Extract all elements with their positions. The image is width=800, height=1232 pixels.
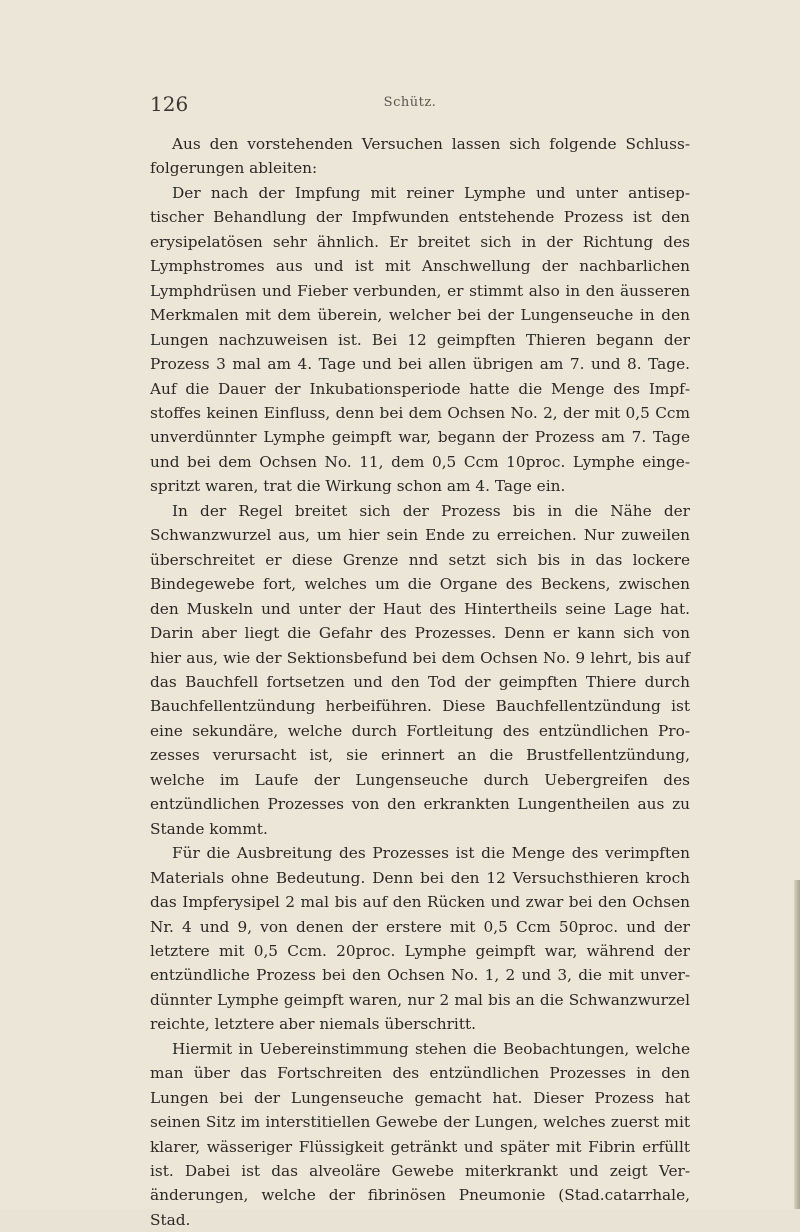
paragraph: Aus den vorstehenden Versuchen lassen sich folgende Schlussfolgerungen ableiten: [150, 135, 690, 178]
page-number: 126 [150, 92, 189, 116]
paragraph: Hiermit in Uebereinstimmung stehen die Beobachtungen, welche man über das Fortschreiten des entzündlichen Prozesses in den Lungen bei der Lungenseuche gemacht hat. Dieser Prozess hat seinen Sitz im interstitiellen Gewebe der Lungen, welches zuerst mit klarer, wässeriger Flüssigkeit getränkt und später mit Fibrin erfüllt ist. Dabei ist das alveoläre Gewebe miterkrankt und zeigt Veränderungen, welche der fibrinösen Pneumonie (Stad.catarrhale, Stad. [150, 1039, 690, 1229]
running-title: Schütz. [383, 95, 437, 110]
page-edge-shadow [794, 880, 800, 1209]
paragraph: Für die Ausbreitung des Prozesses ist die Menge des verimpften Materials ohne Bedeutung. Denn bei den 12 Versuchsthieren kroch das Impferysipel 2 mal bis auf den Rücken und zwar bei den Ochsen Nr. 4 und 9, von denen der erstere mit 0,5 Ccm 50proc. und der letztere mit 0,5 Ccm. 20proc. Lymphe geimpft war, während der entzündliche Prozess bei den Ochsen No. 1, 2 und 3, die mit unverdünnter Lymphe geimpft waren, nur 2 mal bis an die Schwanzwurzel reichte, letztere aber niemals überschritt. [150, 844, 690, 1034]
paragraph: Der nach der Impfung mit reiner Lymphe und unter antiseptischer Behandlung der Impfwunden entstehende Prozess ist den erysipelatösen sehr ähnlich. Er breitet sich in der Richtung des Lymphstromes aus und ist mit Anschwellung der nachbarlichen Lymphdrüsen und Fieber verbunden, er stimmt also in den äusseren Merkmalen mit dem überein, welcher bei der Lungenseuche in den Lungen nachzuweisen ist. Bei 12 geimpften Thieren begann der Prozess 3 mal am 4. Tage und bei allen übrigen am 7. und 8. Tage. Auf die Dauer der Inkubationsperiode hatte die Menge des Impfstoffes keinen Einfluss, denn bei dem Ochsen No. 2, der mit 0,5 Ccm unverdünnter Lymphe geimpft war, begann der Prozess am 7. Tage und bei dem Ochsen No. 11, dem 0,5 Ccm 10proc. Lymphe eingespritzt waren, trat die Wirkung schon am 4. Tage ein. [150, 183, 690, 496]
page-header [150, 92, 670, 116]
body-text [150, 132, 690, 1232]
paragraph: In der Regel breitet sich der Prozess bis in die Nähe der Schwanzwurzel aus, um hier sein Ende zu erreichen. Nur zuweilen überschreitet er diese Grenze nnd setzt sich bis in das lockere Bindegewebe fort, welches um die Organe des Beckens, zwischen den Muskeln und unter der Haut des Hintertheils seine Lage hat. Darin aber liegt die Gefahr des Prozesses. Denn er kann sich von hier aus, wie der Sektionsbefund bei dem Ochsen No. 9 lehrt, bis auf das Bauchfell fortsetzen und den Tod der geimpften Thiere durch Bauchfellentzündung herbeiführen. Diese Bauchfellentzündung ist eine sekundäre, welche durch Fortleitung des entzündlichen Prozesses verursacht ist, sie erinnert an die Brustfellentzündung, welche im Laufe der Lungenseuche durch Uebergreifen des entzündlichen Prozesses von den erkrankten Lungentheilen aus zu Stande kommt. [150, 501, 690, 838]
